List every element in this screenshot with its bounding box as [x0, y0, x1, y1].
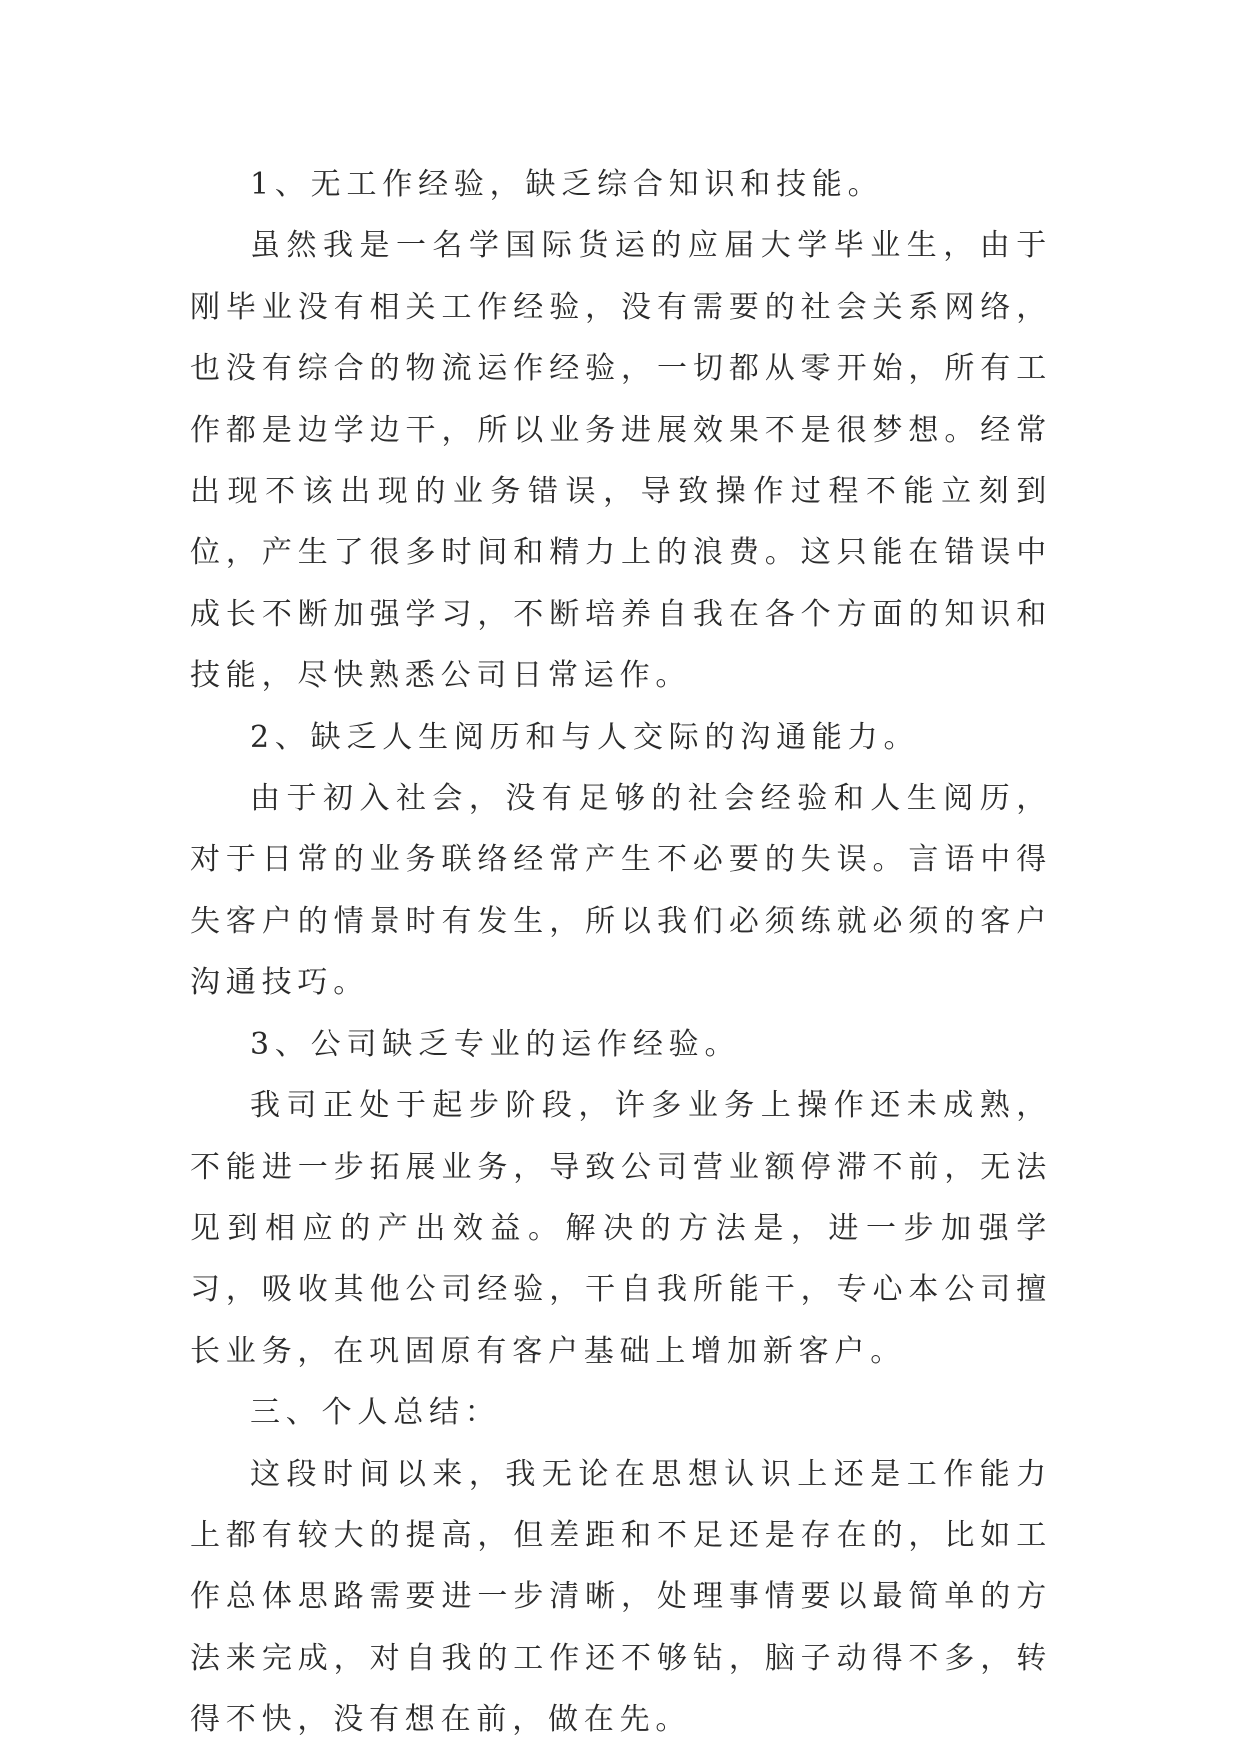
heading-communication: 2、缺乏人生阅历和与人交际的沟通能力。 [250, 719, 920, 755]
paragraph-company-detail: 我司正处于起步阶段，许多业务上操作还未成熟，不能进一步拓展业务，导致公司营业额停滞不前，无法见到相应的产出效益。解决的方法是，进一步加强学习，吸收其他公司经验，干自我所能干，专心本公司擅长业务，在巩固原有客户基础上增加新客户。 [190, 1088, 1052, 1369]
paragraph-communication-detail: 由于初入社会，没有足够的社会经验和人生阅历，对于日常的业务联络经常产生不必要的失误。言语中得失客户的情景时有发生，所以我们必须练就必须的客户沟通技巧。 [190, 781, 1052, 1001]
paragraph-experience-detail: 虽然我是一名学国际货运的应届大学毕业生，由于刚毕业没有相关工作经验，没有需要的社会关系网络，也没有综合的物流运作经验，一切都从零开始，所有工作都是边学边干，所以业务进展效果不是很梦想。经常出现不该出现的业务错误，导致操作过程不能立刻到位，产生了很多时间和精力上的浪费。这只能在错误中成长不断加强学习，不断培养自我在各个方面的知识和技能，尽快熟悉公司日常运作。 [190, 228, 1052, 694]
heading-personal-summary: 三、个人总结： [250, 1395, 501, 1431]
paragraph-summary-detail: 这段时间以来，我无论在思想认识上还是工作能力上都有较大的提高，但差距和不足还是存在的，比如工作总体思路需要进一步清晰，处理事情要以最简单的方法来完成，对自我的工作还不够钻，脑子动得不多，转得不快，没有想在前，做在先。 [190, 1456, 1052, 1738]
document-body [190, 154, 1052, 1751]
heading-no-experience: 1、无工作经验，缺乏综合知识和技能。 [250, 167, 884, 202]
heading-company-experience: 3、公司缺乏专业的运作经验。 [250, 1026, 741, 1062]
